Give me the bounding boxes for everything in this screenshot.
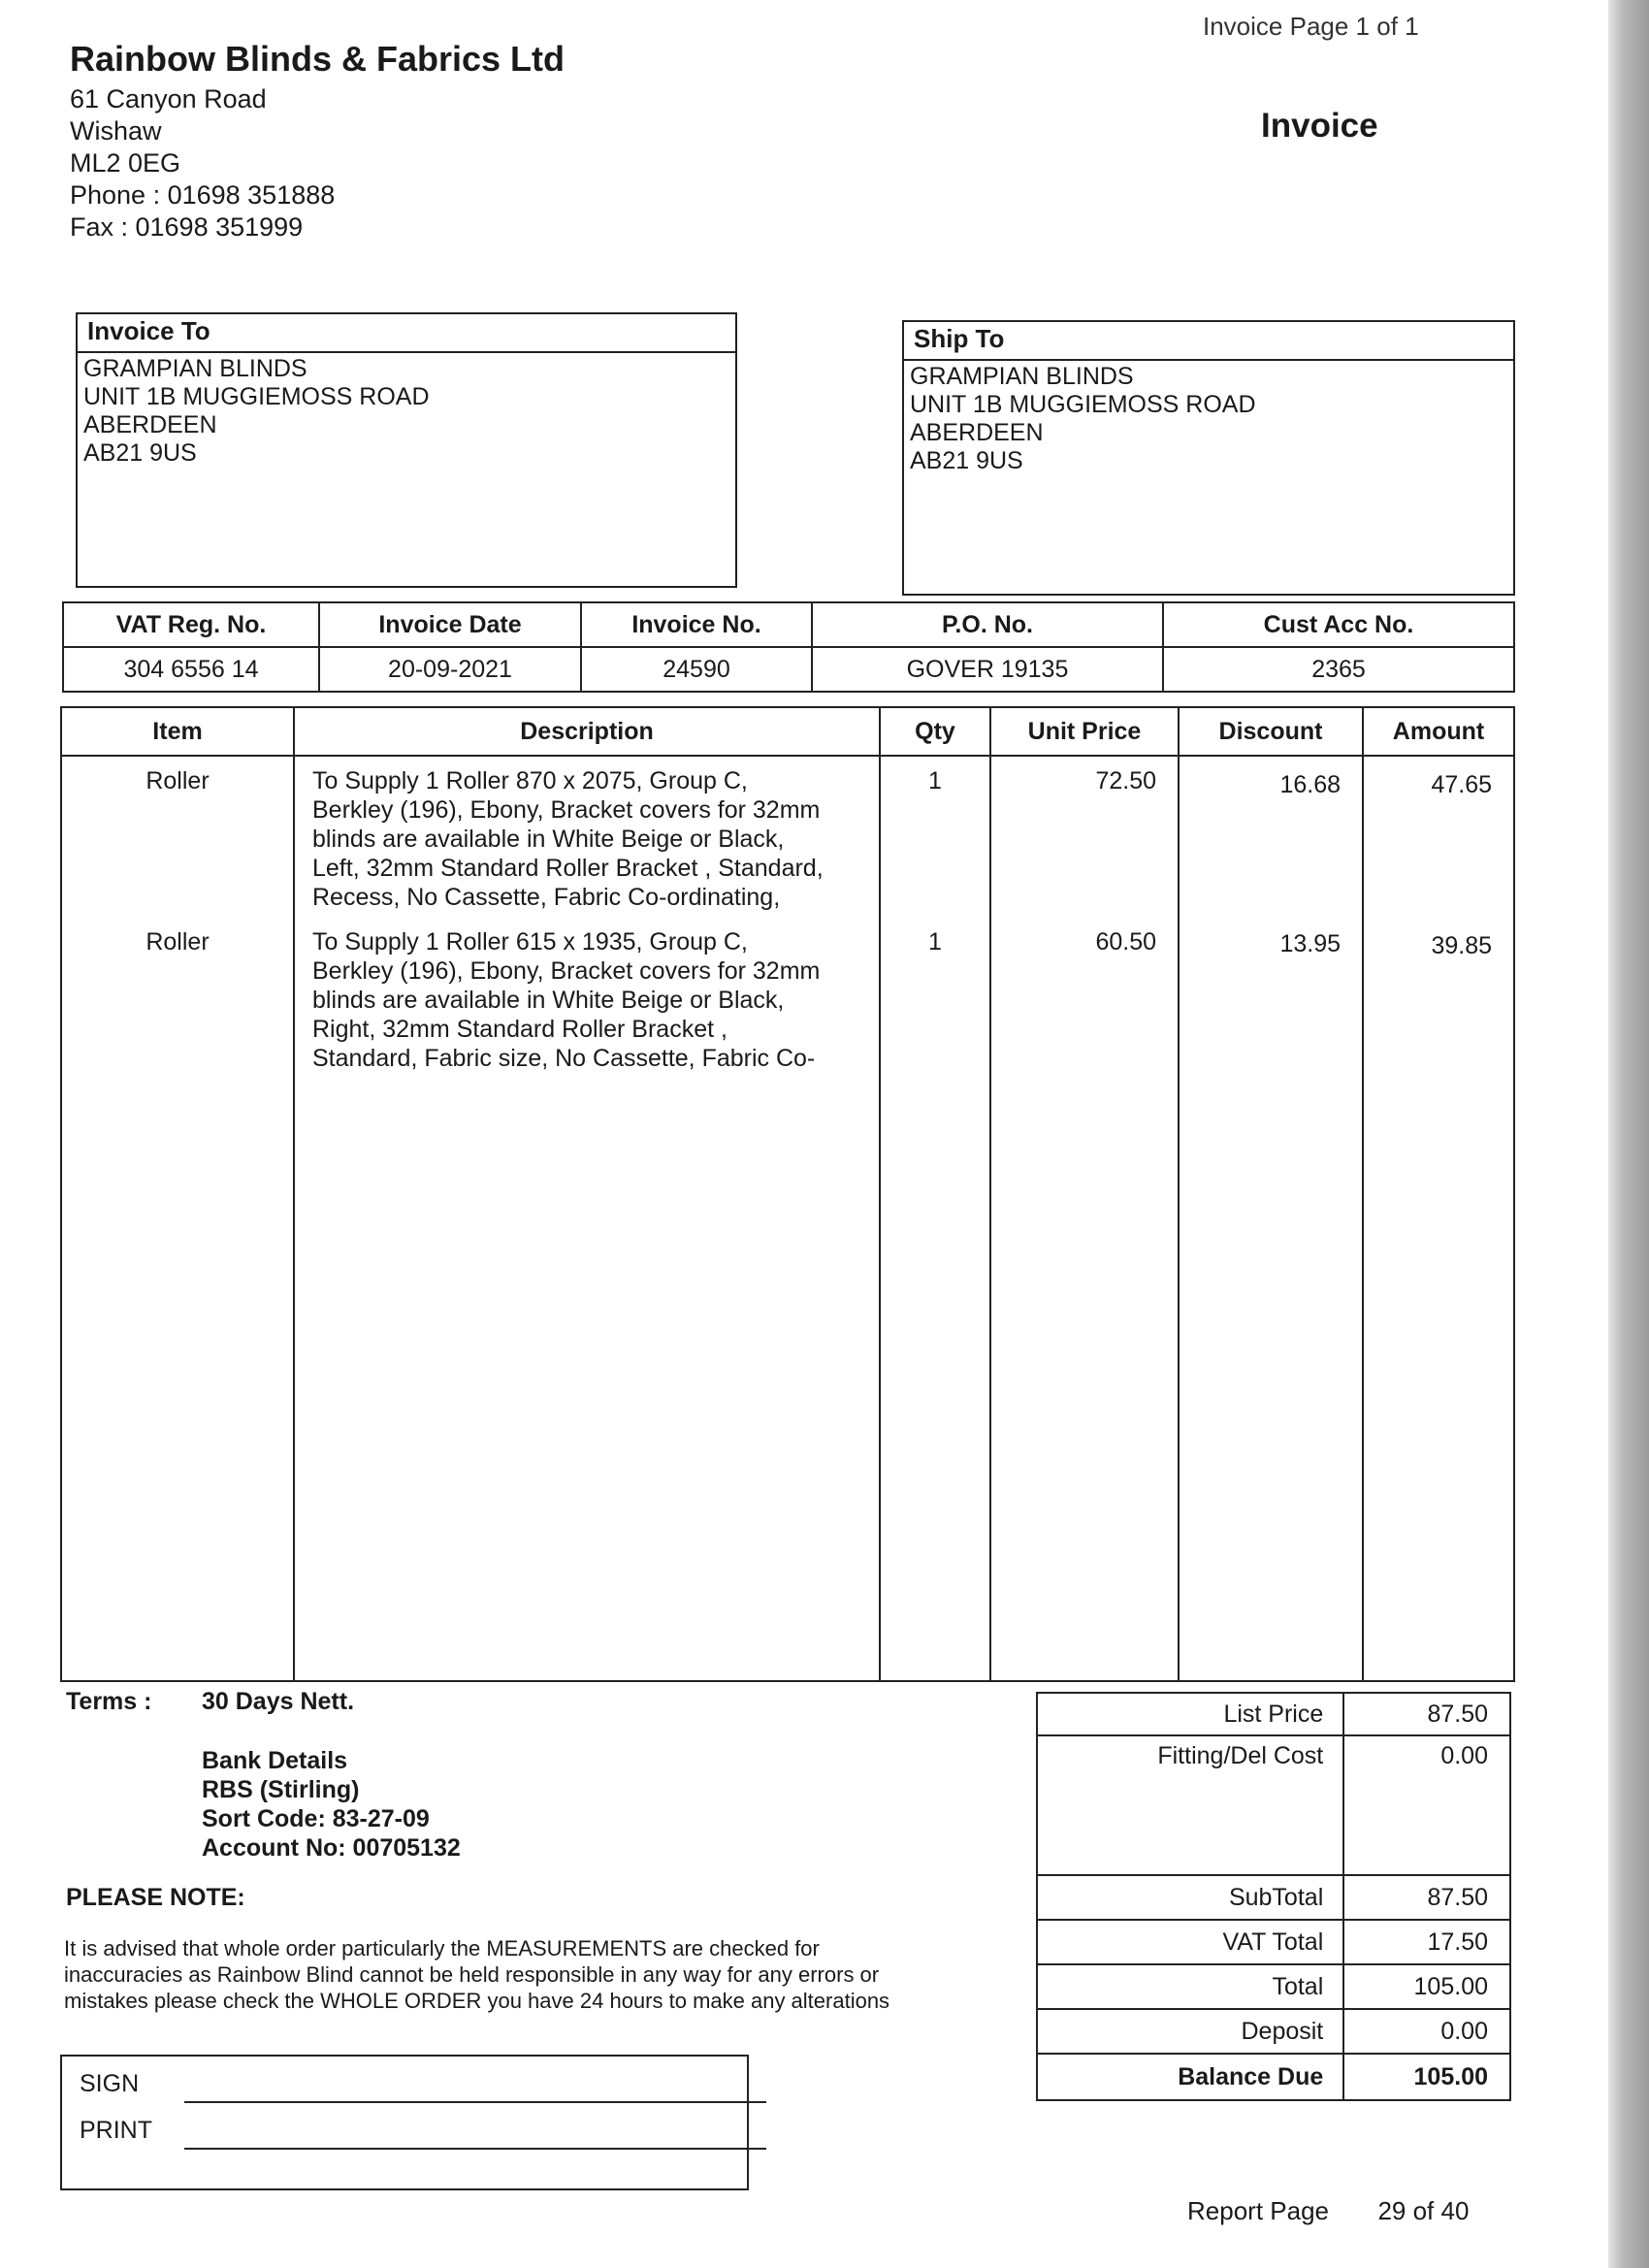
ship-to-label: Ship To [904, 322, 1513, 361]
cust-acc-value: 2365 [1163, 647, 1514, 692]
note-text [64, 1935, 995, 2014]
bank-line: RBS (Stirling) [202, 1776, 360, 1803]
balance-due-label: Balance Due [1037, 2054, 1343, 2100]
list-price-label: List Price [1037, 1693, 1343, 1735]
note-line: mistakes please check the WHOLE ORDER you have 24 hours to make any alterations [64, 1989, 890, 2013]
item-header: Item [61, 707, 294, 756]
balance-due-value: 105.00 [1343, 2054, 1510, 2100]
invoice-to-line: AB21 9US [83, 439, 197, 467]
report-page-value: 29 of 40 [1377, 2196, 1470, 2225]
item-qty: 1 [928, 928, 942, 956]
invoice-to-line: ABERDEEN [83, 411, 217, 438]
description-line: blinds are available in White Beige or Black, [312, 987, 785, 1014]
print-label: PRINT [80, 2117, 152, 2144]
sign-line[interactable] [184, 2101, 766, 2103]
note-line: inaccuracies as Rainbow Blind cannot be held responsible in any way for any errors or [64, 1962, 880, 1987]
invoice-date-value: 20-09-2021 [319, 647, 581, 692]
address-line: 61 Canyon Road [70, 84, 267, 113]
company-address [70, 83, 335, 243]
po-no-header: P.O. No. [812, 602, 1163, 647]
invoice-date-header: Invoice Date [319, 602, 581, 647]
report-page-label: Report Page [1187, 2196, 1329, 2225]
fax-line: Fax : 01698 351999 [70, 212, 304, 242]
vat-total-label: VAT Total [1037, 1920, 1343, 1964]
terms-label: Terms : [66, 1688, 152, 1715]
item-unit-price: 72.50 [1095, 767, 1156, 794]
signature-box [60, 2055, 749, 2190]
invoice-to-label: Invoice To [78, 314, 735, 353]
fitting-label: Fitting/Del Cost [1037, 1735, 1343, 1875]
description-line: blinds are available in White Beige or Black, [312, 826, 785, 853]
description-line: To Supply 1 Roller 870 x 2075, Group C, [312, 767, 748, 794]
item-description [295, 927, 879, 1073]
invoice-to-line: UNIT 1B MUGGIEMOSS ROAD [83, 383, 430, 410]
item-qty: 1 [928, 767, 942, 794]
vat-total-value: 17.50 [1343, 1920, 1510, 1964]
item-name: Roller [146, 767, 210, 794]
terms-value: 30 Days Nett. [202, 1688, 355, 1715]
item-discount: 13.95 [1279, 930, 1341, 957]
discount-header: Discount [1179, 707, 1363, 756]
description-line: Berkley (196), Ebony, Bracket covers for 32mm [312, 957, 821, 985]
ship-to-line: ABERDEEN [910, 419, 1044, 446]
ship-to-box [902, 320, 1515, 596]
scan-edge [1608, 0, 1649, 2268]
deposit-label: Deposit [1037, 2009, 1343, 2054]
vat-reg-header: VAT Reg. No. [63, 602, 319, 647]
item-unit-price: 60.50 [1095, 928, 1156, 956]
totals-table [1036, 1692, 1511, 2101]
item-discount: 16.68 [1279, 771, 1341, 798]
ship-to-line: GRAMPIAN BLINDS [910, 363, 1134, 390]
invoice-to-line: GRAMPIAN BLINDS [83, 355, 307, 382]
invoice-page-number: Invoice Page 1 of 1 [1203, 12, 1419, 41]
item-name: Roller [146, 928, 210, 956]
account-number: Account No: 00705132 [202, 1834, 461, 1862]
invoice-to-box [76, 312, 737, 588]
bank-details [202, 1746, 461, 1863]
invoice-no-header: Invoice No. [581, 602, 812, 647]
sign-label: SIGN [80, 2070, 140, 2097]
description-line: Berkley (196), Ebony, Bracket covers for 32mm [312, 796, 821, 824]
description-header: Description [294, 707, 880, 756]
item-amount: 39.85 [1431, 932, 1492, 959]
amount-header: Amount [1363, 707, 1514, 756]
subtotal-value: 87.50 [1343, 1875, 1510, 1920]
document-title: Invoice [1261, 107, 1378, 145]
report-page [1187, 2196, 1469, 2226]
subtotal-label: SubTotal [1037, 1875, 1343, 1920]
print-line[interactable] [184, 2148, 766, 2150]
address-line: ML2 0EG [70, 148, 181, 178]
qty-header: Qty [880, 707, 990, 756]
cust-acc-header: Cust Acc No. [1163, 602, 1514, 647]
description-line: To Supply 1 Roller 615 x 1935, Group C, [312, 928, 748, 956]
note-title: PLEASE NOTE: [66, 1884, 245, 1911]
address-line: Wishaw [70, 116, 162, 146]
description-line: Recess, No Cassette, Fabric Co-ordinating, [312, 884, 781, 911]
line-items-table [60, 706, 1515, 1682]
invoice-no-value: 24590 [581, 647, 812, 692]
ship-to-line: UNIT 1B MUGGIEMOSS ROAD [910, 391, 1256, 418]
po-no-value: GOVER 19135 [812, 647, 1163, 692]
deposit-value: 0.00 [1343, 2009, 1510, 2054]
company-name: Rainbow Blinds & Fabrics Ltd [70, 39, 566, 79]
fitting-value: 0.00 [1343, 1735, 1510, 1875]
total-label: Total [1037, 1964, 1343, 2009]
item-amount: 47.65 [1431, 771, 1492, 798]
list-price-value: 87.50 [1343, 1693, 1510, 1735]
phone-line: Phone : 01698 351888 [70, 180, 336, 210]
description-line: Left, 32mm Standard Roller Bracket , Standard, [312, 855, 824, 882]
item-description [295, 766, 879, 912]
vat-reg-value: 304 6556 14 [63, 647, 319, 692]
total-value: 105.00 [1343, 1964, 1510, 2009]
invoice-reference-table [62, 601, 1515, 693]
ship-to-line: AB21 9US [910, 447, 1023, 474]
bank-line: Bank Details [202, 1747, 348, 1774]
description-line: Standard, Fabric size, No Cassette, Fabric Co- [312, 1045, 816, 1072]
unit-price-header: Unit Price [990, 707, 1179, 756]
description-line: Right, 32mm Standard Roller Bracket , [312, 1016, 728, 1043]
note-line: It is advised that whole order particularly the MEASUREMENTS are checked for [64, 1936, 820, 1960]
sort-code: Sort Code: 83-27-09 [202, 1805, 430, 1832]
